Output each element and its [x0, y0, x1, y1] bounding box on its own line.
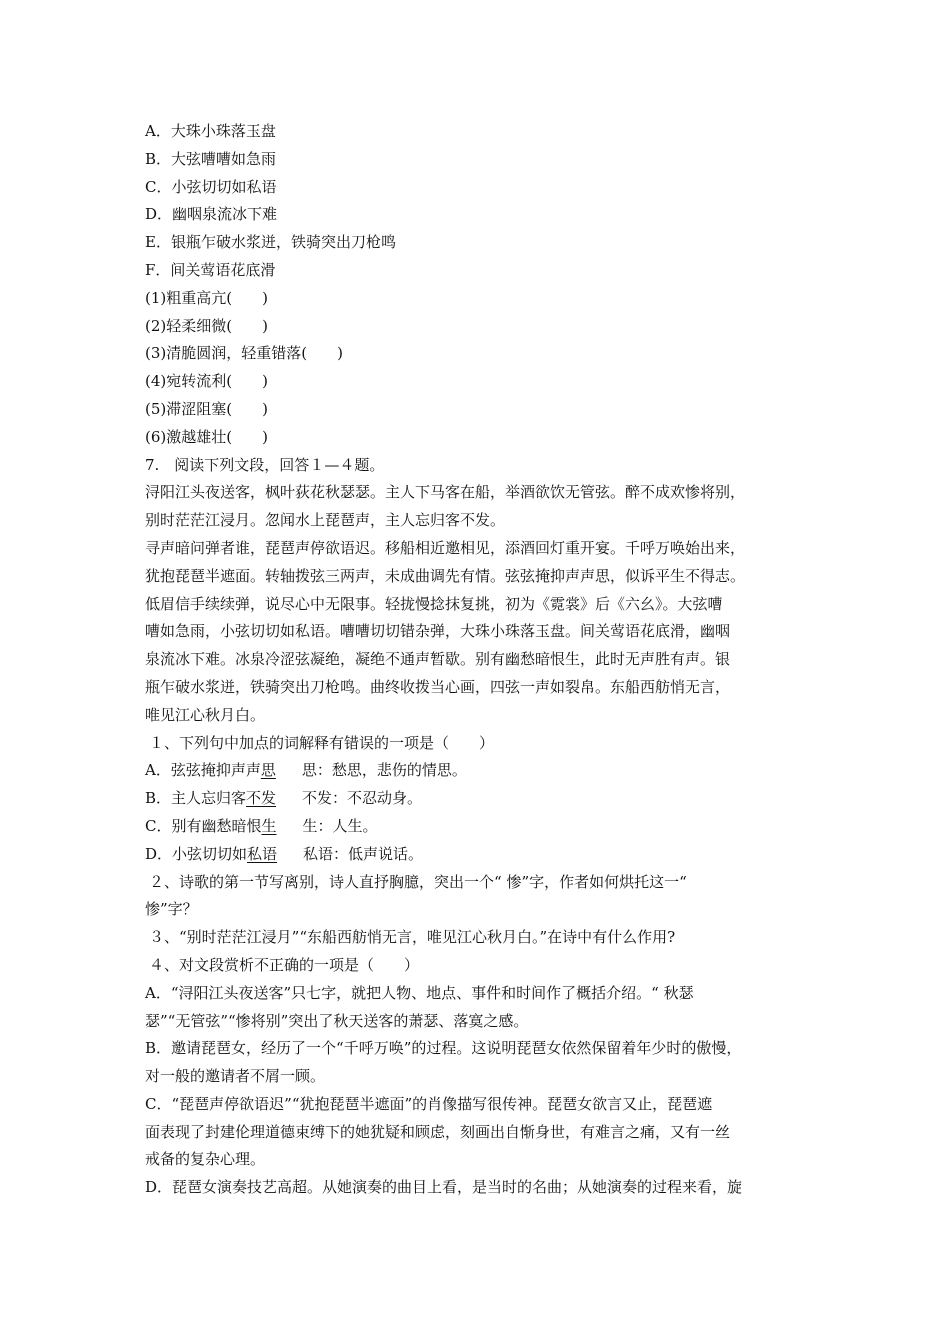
passage-line: 别时茫茫江浸月。忽闻水上琵琶声，主人忘归客不发。	[145, 511, 506, 530]
option-note: 思：愁思，悲伤的情思。	[301, 761, 467, 780]
option-line: F．间关莺语花底滑	[145, 260, 276, 279]
option-line: B．大弦嘈嘈如急雨	[145, 149, 277, 168]
dotted-word: 思	[260, 761, 276, 780]
matching-item: (4)宛转流利( )	[145, 372, 268, 391]
question-3: ３、“别时茫茫江浸月”“东船西舫悄无言，唯见江心秋月白。”在诗中有什么作用?	[149, 928, 676, 947]
option-line: A．大珠小珠落玉盘	[145, 122, 276, 140]
question-1-stem: １、下列句中加点的词解释有错误的一项是（ ）	[149, 733, 495, 752]
option-note: 生：人生。	[302, 816, 378, 835]
question-1-option-b	[145, 785, 815, 813]
question-2-line: ２、诗歌的第一节写离别，诗人直抒胸臆，突出一个“ 惨”字，作者如何烘托这一“	[149, 872, 687, 891]
option-prefix: D．小弦切切如	[145, 844, 248, 863]
question-1-option-c	[145, 813, 815, 841]
question-4-line: A．“浔阳江头夜送客”只七字，就把人物、地点、事件和时间作了概括介绍。“ 秋瑟	[145, 983, 694, 1002]
question-4-stem: ４、对文段赏析不正确的一项是（ ）	[149, 955, 420, 974]
dotted-word: 不发	[246, 789, 277, 808]
question-4-line: 对一般的邀请者不屑一顾。	[145, 1067, 326, 1086]
question-1-option-a	[145, 757, 815, 785]
passage-line: 犹抱琵琶半遮面。转轴拨弦三两声，未成曲调先有情。弦弦掩抑声声思，似诉平生不得志。	[145, 566, 746, 585]
question-7-title: 7. 阅读下列文段，回答１—４题。	[145, 455, 385, 474]
option-note: 不发：不忍动身。	[302, 789, 423, 808]
passage-line: 低眉信手续续弹，说尽心中无限事。轻拢慢捻抹复挑，初为《霓裳》后《六幺》。大弦嘈	[145, 594, 723, 613]
passage-line: 瓶乍破水浆迸，铁骑突出刀枪鸣。曲终收拨当心画，四弦一声如裂帛。东船西舫悄无言，	[145, 677, 731, 696]
matching-item: (5)滞涩阻塞( )	[145, 399, 268, 418]
passage-line: 浔阳江头夜送客，枫叶荻花秋瑟瑟。主人下马客在船，举酒欲饮无管弦。醉不成欢惨将别，	[145, 483, 746, 502]
matching-item: (1)粗重高亢( )	[145, 288, 268, 307]
option-prefix: C．别有幽愁暗恨	[145, 816, 262, 835]
question-2-line: 惨”字？	[145, 900, 198, 919]
question-4-line: B．邀请琵琶女，经历了一个“千呼万唤”的过程。这说明琵琶女依然保留着年少时的傲慢，	[145, 1039, 742, 1058]
passage-line: 泉流冰下难。冰泉冷涩弦凝绝，凝绝不通声暂歇。别有幽愁暗恨生，此时无声胜有声。银	[145, 650, 731, 669]
option-line: D．幽咽泉流冰下难	[145, 205, 278, 224]
question-4-line: 戒备的复杂心理。	[145, 1150, 266, 1169]
option-prefix: B．主人忘归客	[145, 789, 247, 808]
passage-line: 寻声暗问弹者谁，琵琶声停欲语迟。移船相近邀相见，添酒回灯重开宴。千呼万唤始出来，	[145, 538, 746, 557]
option-line: C．小弦切切如私语	[145, 177, 277, 196]
question-4-line: D．琵琶女演奏技艺高超。从她演奏的曲目上看，是当时的名曲；从她演奏的过程来看，旋	[145, 1178, 743, 1197]
question-1-option-d	[145, 841, 815, 869]
document-content	[145, 118, 815, 1202]
option-prefix: A．弦弦掩抑声声	[145, 761, 261, 780]
passage-line: 嘈如急雨，小弦切切如私语。嘈嘈切切错杂弹，大珠小珠落玉盘。间关莺语花底滑，幽咽	[145, 622, 731, 641]
option-note: 私语：低声说话。	[303, 844, 424, 863]
question-4-line: 瑟”“无管弦”“惨将别”突出了秋天送客的萧瑟、落寞之感。	[145, 1011, 529, 1030]
dotted-word: 生	[261, 816, 277, 835]
question-4-line: C．“琵琶声停欲语迟”“犹抱琵琶半遮面”的肖像描写很传神。琵琶女欲言又止，琵琶遮	[145, 1094, 713, 1113]
matching-item: (6)激越雄壮( )	[145, 427, 268, 446]
dotted-word: 私语	[247, 844, 278, 863]
option-line: E．银瓶乍破水浆迸，铁骑突出刀枪鸣	[145, 233, 396, 252]
matching-item: (2)轻柔细微( )	[145, 316, 268, 335]
matching-item: (3)清脆圆润，轻重错落( )	[145, 344, 343, 363]
passage-line: 唯见江心秋月白。	[145, 705, 266, 724]
question-4-line: 面表现了封建伦理道德束缚下的她犹疑和顾虑，刻画出自惭身世，有难言之痛，又有一丝	[145, 1122, 731, 1141]
